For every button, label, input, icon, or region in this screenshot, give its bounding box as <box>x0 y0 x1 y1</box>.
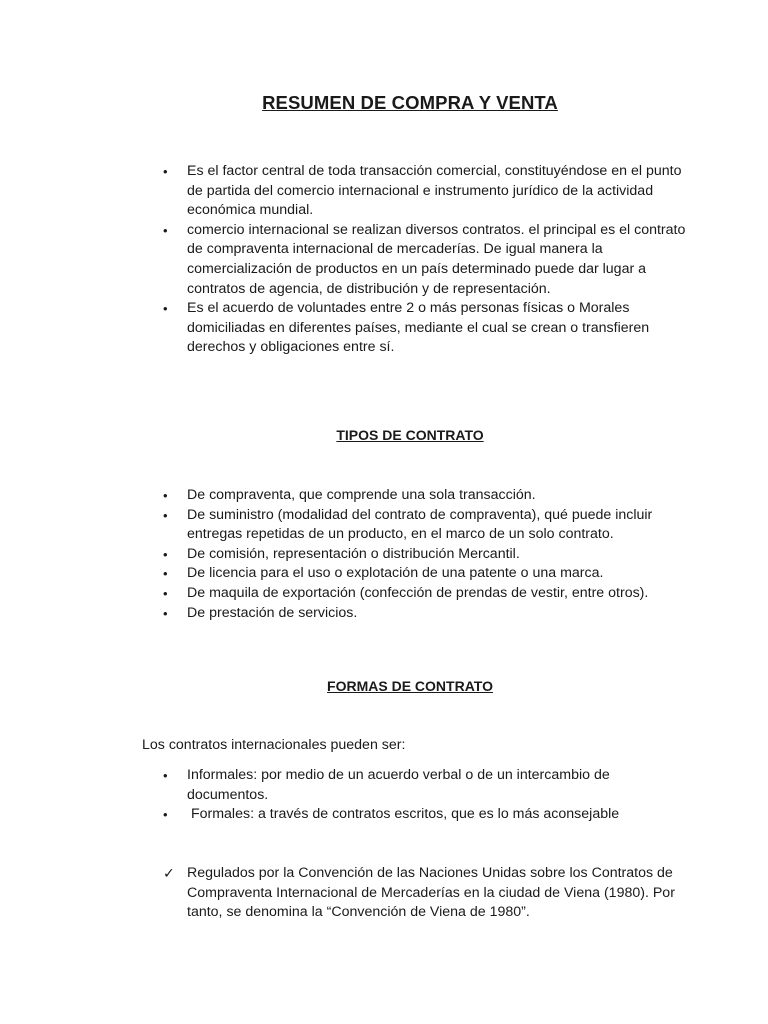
list-item <box>0 864 700 923</box>
list-item <box>0 584 700 604</box>
list-item-text: De comisión, representación o distribución Mercantil. <box>187 545 520 562</box>
list-item <box>0 299 700 358</box>
bullet-icon: • <box>163 301 168 317</box>
list-item-text: Es el factor central de toda transacción comercial, constituyéndose en el punto de partida del comercio internacional e instrumento jurídico de la actividad económica mundial. <box>187 163 682 219</box>
list-item <box>0 506 700 545</box>
bullet-icon: • <box>163 222 168 238</box>
list-item <box>0 545 700 565</box>
checkmark-icon: ✓ <box>163 865 175 881</box>
list-item-text: Regulados por la Convención de las Naciones Unidas sobre los Contratos de Compraventa Internacional de Mercaderías en la ciudad de Viena (1980). Por tanto, se denomina la “Convención de Viena de 1980”. <box>187 865 675 921</box>
bullet-icon: • <box>163 807 168 823</box>
bullet-icon: • <box>163 566 168 582</box>
tipos-bullet-list <box>0 486 700 623</box>
list-item <box>0 486 700 506</box>
bullet-icon: • <box>163 164 168 179</box>
list-item-text: De maquila de exportación (confección de prendas de vestir, entre otros). <box>187 584 649 601</box>
formas-intro-text: Los contratos internacionales pueden ser: <box>142 737 406 753</box>
bullet-icon: • <box>163 585 168 601</box>
list-item <box>0 604 700 624</box>
list-item-text: De licencia para el uso o explotación de una patente o una marca. <box>187 565 604 582</box>
bullet-icon: • <box>163 488 168 503</box>
formas-check-list <box>0 864 700 923</box>
list-item-text: De suministro (modalidad del contrato de compraventa), qué puede incluir entregas repetidas de un producto, en el marco de un solo contrato. <box>187 506 653 543</box>
list-item-text: De compraventa, que comprende una sola transacción. <box>187 487 536 503</box>
list-item <box>0 564 700 584</box>
bullet-icon: • <box>163 507 168 523</box>
page-title: RESUMEN DE COMPRA Y VENTA <box>262 92 558 113</box>
list-item-text: comercio internacional se realizan diversos contratos. el principal es el contrato de compraventa internacional de mercaderías. De igual manera la comercialización de productos en un país determinado puede dar lugar a contratos de agencia, de distribución y de representación. <box>187 221 686 297</box>
list-item <box>0 162 700 221</box>
list-item-text: Formales: a través de contratos escritos, que es lo más aconsejable <box>187 806 620 823</box>
section-heading-formas: FORMAS DE CONTRATO <box>327 678 493 694</box>
list-item <box>0 221 700 299</box>
list-item <box>0 805 700 825</box>
section-heading-tipos: TIPOS DE CONTRATO <box>336 427 484 443</box>
formas-bullet-list <box>0 766 700 825</box>
bullet-icon: • <box>163 546 168 562</box>
list-item-text: De prestación de servicios. <box>187 604 358 621</box>
bullet-icon: • <box>163 605 168 621</box>
intro-bullet-list <box>0 162 700 358</box>
list-item-text: Es el acuerdo de voluntades entre 2 o más personas físicas o Morales domiciliadas en diferentes países, mediante el cual se crean o transfieren derechos y obligaciones entre sí. <box>187 300 650 356</box>
list-item <box>0 766 700 805</box>
bullet-icon: • <box>163 768 168 783</box>
list-item-text: Informales: por medio de un acuerdo verbal o de un intercambio de documentos. <box>187 767 610 803</box>
